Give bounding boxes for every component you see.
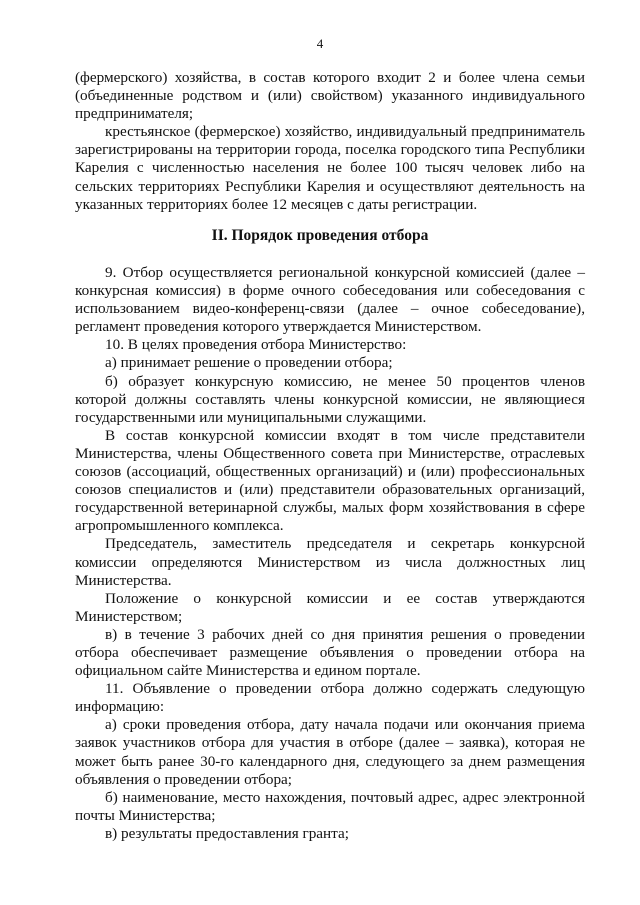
paragraph-registration-condition: крестьянское (фермерское) хозяйство, индивидуальный предприниматель зарегистрированы на территории города, поселка городского типа Республики Карелия с численностью населения не более 100 тысяч человек либо на сельских территориях Республики Карелия и осуществляют деятельность на указанных территориях более 12 месяцев с даты регистрации. [75,123,585,213]
paragraph-item-10c: в) в течение 3 рабочих дней со дня принятия решения о проведении отбора обеспечивает размещение объявления о проведении отбора на официальном сайте Министерства и едином портале. [75,625,585,680]
continued-text-block [75,69,585,214]
paragraph-commission-members: В состав конкурсной комиссии входят в том числе представители Министерства, члены Общественного совета при Министерстве, отраслевых союзов (ассоциаций, общественных организаций) и (или) профессиональных союзов специалистов и (или) представители образовательных организаций, государственной ветеринарной службы, малых форм хозяйствования в сфере агропромышленного комплекса. [75,426,585,535]
paragraph-item-10a: а) принимает решение о проведении отбора; [105,354,393,372]
paragraph-item-10: 10. В целях проведения отбора Министерство: [105,336,407,354]
paragraph-commission-regulation: Положение о конкурсной комиссии и ее состав утверждаются Министерством; [75,589,585,625]
paragraph-item-10b: б) образует конкурсную комиссию, не менее 50 процентов членов которой должны составлять члены конкурсной комиссии, не являющиеся государственными или муниципальными служащими. [75,372,585,426]
paragraph-item-11b: б) наименование, место нахождения, почтовый адрес, адрес электронной почты Министерства; [75,788,585,824]
paragraph-item-11: 11. Объявление о проведении отбора должно содержать следующую информацию: [75,680,585,716]
paragraph-item-11a: а) сроки проведения отбора, дату начала подачи или окончания приема заявок участников отбора для участия в отборе (далее – заявка), которая не может быть ранее 30-го календарного дня, следующего за днем размещения объявления о проведении отбора; [75,716,585,788]
section-heading: II. Порядок проведения отбора [211,227,429,244]
section-body [75,264,585,843]
paragraph-item-11c: в) результаты предоставления гранта; [105,824,349,842]
page-number: 4 [316,36,324,51]
paragraph-item-9: 9. Отбор осуществляется региональной конкурсной комиссией (далее – конкурсная комиссия) в форме очного собеседования или собеседования с использованием видео-конференц-связи (далее – очное собеседование), регламент проведения которого утверждается Министерством. [75,264,585,336]
paragraph-commission-officers: Председатель, заместитель председателя и секретарь конкурсной комиссии определяются Министерством из числа должностных лиц Министерства. [75,535,585,589]
paragraph-household-continued: (фермерского) хозяйства, в состав которого входит 2 и более члена семьи (объединенные родством и (или) свойством) указанного индивидуального предпринимателя; [75,69,585,123]
